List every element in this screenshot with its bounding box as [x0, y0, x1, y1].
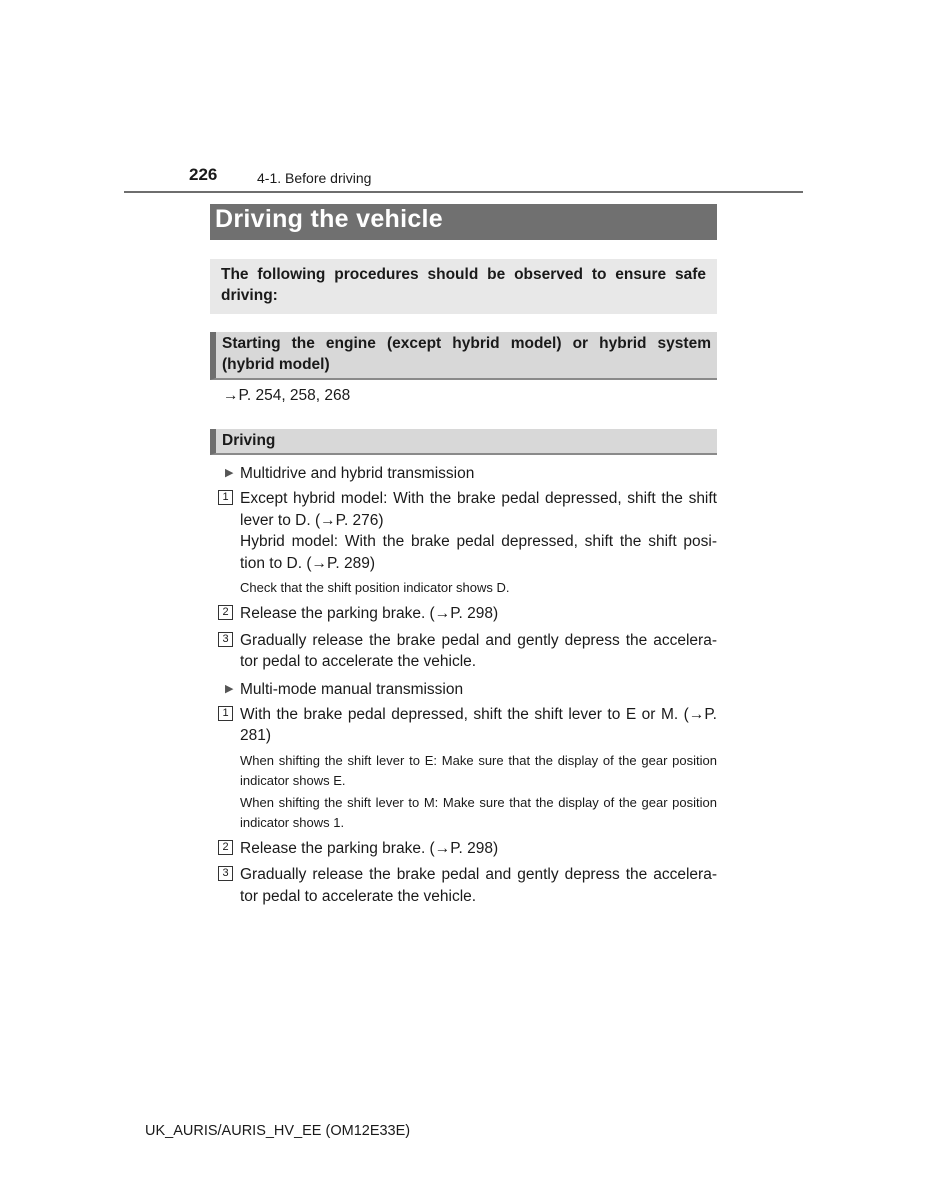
section-reference: 4-1. Before driving — [257, 170, 372, 186]
mmt-step-2 — [210, 838, 717, 860]
page-title: Driving the vehicle — [210, 204, 717, 240]
triangle-bullet-icon: ▶ — [225, 467, 234, 479]
step-text: Hybrid model: With the brake pedal depressed, shift the shift posi-tion to D. (→P. 289) — [240, 533, 717, 572]
step-number-box: 3 — [218, 866, 233, 881]
driving-section-heading: Driving — [210, 429, 717, 455]
step-text: Except hybrid model: With the brake pedal depressed, shift the shift lever to D. (→P. 276) — [240, 490, 717, 529]
multidrive-step-3 — [210, 630, 717, 673]
step-text: With the brake pedal depressed, shift the shift lever to E or M. (→P. 281) — [240, 705, 717, 744]
step-text: Gradually release the brake pedal and gently depress the accelera-tor pedal to accelerate the vehicle. — [240, 866, 717, 905]
mmt-step-1 — [210, 704, 717, 747]
step-text: Release the parking brake. (→P. 298) — [240, 839, 499, 857]
page-content — [210, 204, 717, 907]
step-number-box: 2 — [218, 605, 233, 620]
multidrive-label: Multidrive and hybrid transmission — [240, 465, 475, 482]
starting-section-heading: Starting the engine (except hybrid model) or hybrid system (hybrid model) — [210, 332, 717, 380]
multidrive-note: Check that the shift position indicator shows D. — [240, 580, 510, 595]
mmt-bullet — [210, 679, 717, 700]
step-text: Gradually release the brake pedal and gently depress the accelera-tor pedal to accelerate the vehicle. — [240, 631, 717, 670]
multidrive-bullet — [210, 463, 717, 484]
multidrive-step-2 — [210, 603, 717, 625]
header-rule — [124, 191, 803, 193]
multidrive-step-1 — [210, 488, 717, 574]
page-number: 226 — [189, 165, 218, 184]
document-code-footer: UK_AURIS/AURIS_HV_EE (OM12E33E) — [145, 1123, 411, 1139]
step-number-box: 2 — [218, 840, 233, 855]
step-text: Release the parking brake. (→P. 298) — [240, 605, 499, 622]
starting-page-reference: →P. 254, 258, 268 — [223, 387, 351, 404]
intro-box: The following procedures should be observed to ensure safe driving: — [210, 259, 717, 314]
step-number-box: 3 — [218, 632, 233, 647]
mmt-note-e: When shifting the shift lever to E: Make sure that the display of the gear position indicator shows E. — [240, 752, 717, 788]
mmt-note-m: When shifting the shift lever to M: Make sure that the display of the gear position indicator shows 1. — [240, 794, 717, 830]
mmt-step-3 — [210, 864, 717, 907]
step-number-box: 1 — [218, 706, 233, 721]
triangle-bullet-icon: ▶ — [225, 682, 234, 695]
step-number-box: 1 — [218, 490, 233, 505]
mmt-label: Multi-mode manual transmission — [240, 680, 464, 698]
